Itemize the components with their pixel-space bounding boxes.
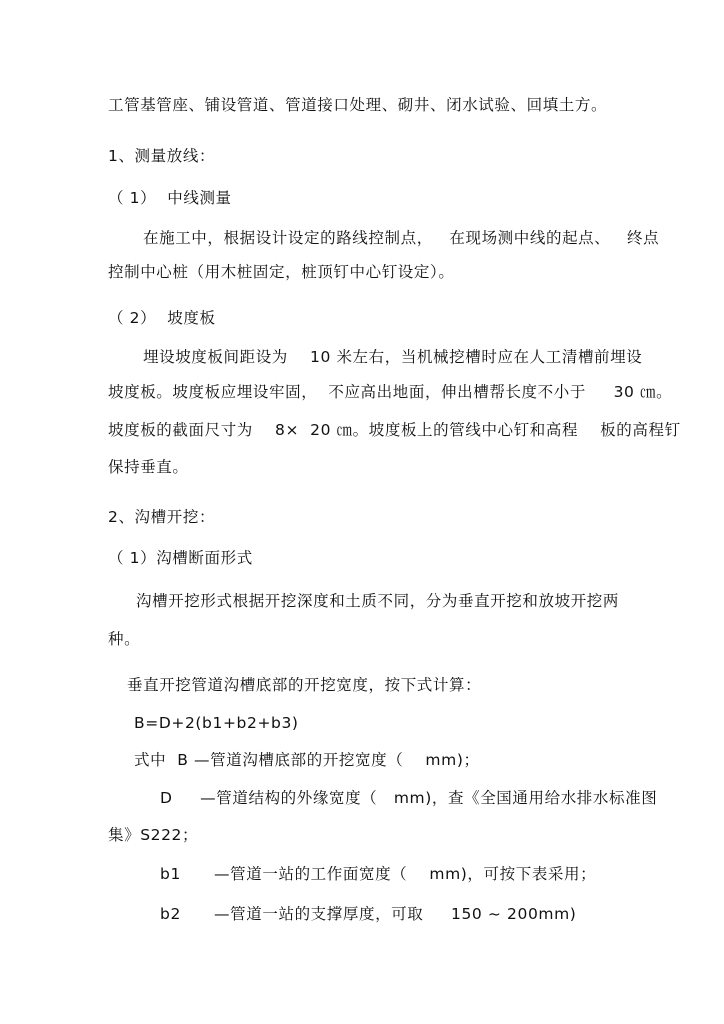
text-line-17: 式中 B —管道沟槽底部的开挖宽度（ mm)； bbox=[134, 751, 480, 769]
text-line-4: 在施工中，根据设计设定的路线控制点， 在现场测中线的起点、 终点 bbox=[143, 229, 660, 247]
section-heading-trench: 2、沟槽开挖： bbox=[108, 508, 216, 526]
text-line-21: b2 —管道一站的支撑厚度，可取 150 ~ 200mm) bbox=[160, 905, 577, 923]
section-heading-survey: 1、测量放线： bbox=[108, 147, 216, 165]
formula: B=D+2(b1+b2+b3) bbox=[134, 714, 299, 732]
text-line-5: 控制中心桩（用木桩固定，桩顶钉中心钉设定）。 bbox=[108, 263, 455, 281]
text-line-9: 坡度板的截面尺寸为 8× 20 ㎝。坡度板上的管线中心钉和高程 板的高程钉 bbox=[108, 421, 681, 439]
subheading-centerline: （ 1） 中线测量 bbox=[108, 189, 232, 207]
subheading-trench-section: （ 1）沟槽断面形式 bbox=[108, 549, 253, 567]
subheading-slope-board: （ 2） 坡度板 bbox=[108, 309, 216, 327]
text-line-14: 种。 bbox=[108, 630, 141, 648]
text-line-10: 保持垂直。 bbox=[108, 458, 189, 476]
text-line-19: 集》S222； bbox=[108, 826, 199, 844]
text-line-15: 垂直开挖管道沟槽底部的开挖宽度，按下式计算： bbox=[127, 676, 482, 694]
text-line-13: 沟槽开挖形式根据开挖深度和土质不同，分为垂直开挖和放坡开挖两 bbox=[136, 592, 620, 610]
text-line-8: 坡度板。坡度板应埋设牢固， 不应高出地面，伸出槽帮长度不小于 30 ㎝。 bbox=[108, 383, 673, 401]
text-line-18: D —管道结构的外缘宽度（ mm)，查《全国通用给水排水标准图 bbox=[160, 789, 658, 807]
text-line-20: b1 —管道一站的工作面宽度（ mm)，可按下表采用； bbox=[160, 865, 597, 883]
text-line-1: 工管基管座、铺设管道、管道接口处理、砌井、闭水试验、回填土方。 bbox=[108, 96, 608, 114]
text-line-7: 埋设坡度板间距设为 10 米左右，当机械挖槽时应在人工清槽前埋设 bbox=[143, 348, 643, 366]
